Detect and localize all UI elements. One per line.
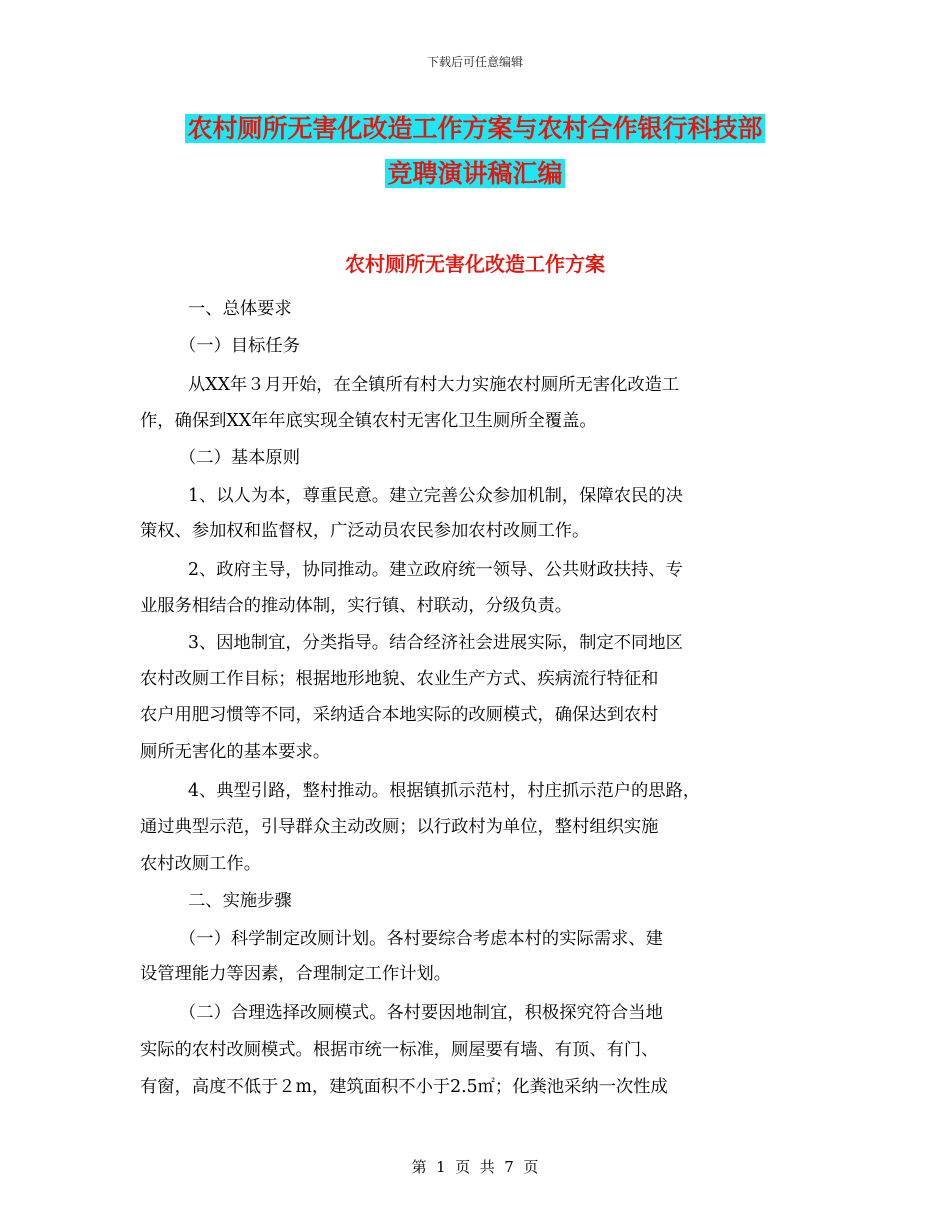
page-footer: 第 1 页 共 7 页 bbox=[411, 1158, 539, 1176]
title-highlight: 竞聘演讲稿汇编 bbox=[387, 159, 563, 188]
paragraph-line: （二）合理选择改厕模式。各村要因地制宜，积极探究符合当地 bbox=[179, 1003, 663, 1023]
paragraph-line: （一）科学制定改厕计划。各村要综合考虑本村的实际需求、建 bbox=[179, 929, 663, 949]
paragraph-line: 策权、参加权和监督权，广泛动员农民参加农村改厕工作。 bbox=[140, 521, 590, 541]
paragraph-line: 作，确保到XX年年底实现全镇农村无害化卫生厕所全覆盖。 bbox=[140, 411, 597, 431]
paragraph-line: 1、以人为本，尊重民意。建立完善公众参加机制，保障农民的决 bbox=[188, 486, 683, 506]
document-title-line-1 bbox=[0, 111, 950, 147]
title-highlight: 农村厕所无害化改造工作方案与农村合作银行科技部 bbox=[187, 114, 763, 143]
paragraph-line: 设管理能力等因素，合理制定工作计划。 bbox=[140, 964, 452, 984]
heading-line: 一、总体要求 bbox=[188, 299, 292, 319]
paragraph-line: 从XX年３月开始，在全镇所有村大力实施农村厕所无害化改造工 bbox=[188, 375, 680, 395]
paragraph-line: 4、典型引路，整村推动。根据镇抓示范村，村庄抓示范户的思路， bbox=[188, 781, 701, 801]
paragraph-line: 3、因地制宜，分类指导。结合经济社会进展实际，制定不同地区 bbox=[188, 633, 683, 653]
section-title: 农村厕所无害化改造工作方案 bbox=[345, 252, 605, 276]
paragraph-line: 农村改厕工作目标；根据地形地貌、农业生产方式、疾病流行特征和 bbox=[140, 669, 659, 689]
subheading-line: （一）目标任务 bbox=[179, 336, 300, 356]
paragraph-line: 通过典型示范，引导群众主动改厕；以行政村为单位，整村组织实施 bbox=[140, 817, 659, 837]
paragraph-line: 实际的农村改厕模式。根据市统一标准，厕屋要有墙、有顶、有门、 bbox=[140, 1040, 659, 1060]
paragraph-line: 业服务相结合的推动体制，实行镇、村联动，分级负责。 bbox=[140, 596, 573, 616]
paragraph-line: 有窗，高度不低于２m，建筑面积不小于2.5㎡；化粪池采纳一次性成 bbox=[140, 1077, 668, 1097]
header-note: 下载后可任意编辑 bbox=[426, 55, 523, 69]
paragraph-line: 厕所无害化的基本要求。 bbox=[140, 742, 331, 762]
paragraph-line: 2、政府主导，协同推动。建立政府统一领导、公共财政扶持、专 bbox=[188, 560, 683, 580]
heading-line: 二、实施步骤 bbox=[188, 891, 292, 911]
paragraph-line: 农村改厕工作。 bbox=[140, 854, 261, 874]
paragraph-line: 农户用肥习惯等不同，采纳适合本地实际的改厕模式，确保达到农村 bbox=[140, 705, 659, 725]
subheading-line: （二）基本原则 bbox=[179, 448, 300, 468]
document-title-line-2 bbox=[0, 156, 950, 192]
